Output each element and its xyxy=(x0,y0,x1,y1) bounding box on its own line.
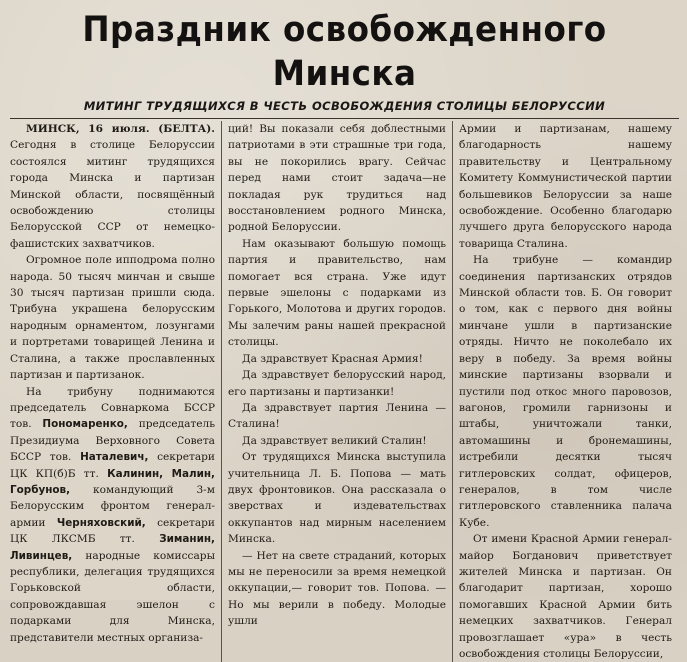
person-name: Пономаренко, xyxy=(42,418,128,431)
column-1 xyxy=(10,121,215,662)
paragraph-text: председатель Президиума Верховного Совета БССР тов. xyxy=(10,418,216,464)
paragraph: От трудящихся Минска выступила учительница Л. Б. Попова — мать двух фронтовиков. Она рассказала о зверствах и издевательствах оккупантов над мирным населением Минска. xyxy=(228,451,446,546)
column-divider xyxy=(221,121,222,662)
article-columns xyxy=(10,121,679,660)
paragraph-text: народные комиссары республики, делегация трудящихся Горьковской области, сопровождавшая эшелон с подарками для Минска, представители местных организа- xyxy=(10,549,216,644)
paragraph: Нам оказывают большую помощь партия и правительство, нам помогает вся страна. Уже идут первые эшелоны с подарками из Горького, Молотова и других городов. Мы залечим раны нашей прекрасной столицы. xyxy=(228,237,446,349)
dateline: МИНСК, 16 июля. (БЕЛТА). xyxy=(26,123,215,135)
paragraph: От имени Красной Армии генерал-майор Богданович приветствует жителей Минска и партизан. Он благодарит партизан, хорошо помогавших Красной Армии бить немецких захватчиков. Генерал провозглашает «ура» в честь освобождения столицы Белоруссии, xyxy=(459,533,672,660)
paragraph: Да здравствует Красная Армия! xyxy=(242,352,423,365)
person-name: Зиманин, Ливинцев, xyxy=(10,533,215,562)
person-name: Черняховский, xyxy=(56,516,146,529)
paragraph: Да здравствует белорусский народ, его партизаны и партизанки! xyxy=(228,369,446,398)
divider xyxy=(10,118,679,119)
column-2 xyxy=(228,121,446,662)
headline: Праздник освобожденного Минска xyxy=(82,10,607,94)
person-name: Калинин, Малин, Горбунов, xyxy=(10,467,215,496)
paragraph: ций! Вы показали себя доблестными патриотами в эти страшные три года, вы не покорились врагу. Сейчас перед нами стоит задача—не покладая рук трудиться над восстановлением родного Минска, родной Белоруссии. xyxy=(228,123,446,234)
person-name: Наталевич, xyxy=(80,451,149,464)
column-3 xyxy=(459,121,672,662)
paragraph xyxy=(10,384,215,647)
paragraph: Да здравствует великий Сталин! xyxy=(242,434,427,447)
paragraph-text: Сегодня в столице Белоруссии состоялся митинг трудящихся города Минска и партизан Минской области, посвящённый освобождению столицы Белорусской ССР от немецко-фашистских захватчиков. xyxy=(10,139,215,250)
paragraph: Армии и партизанам, нашему благодарность нашему правительству и Центральному Комитету Коммунистической партии большевиков Белоруссии за наше освобождение. Особенно благодарю лучшего друга белорусского народа товарища Сталина. xyxy=(459,123,672,250)
paragraph-text: секретари ЦК ЛКСМБ тт. xyxy=(10,516,215,546)
paragraph-text: На трибуну поднимаются председатель Совнаркома БССР тов. xyxy=(10,385,215,431)
paragraph-text: командующий 3-м Белорусским фронтом генерал-армии xyxy=(10,483,216,529)
paragraph: Да здравствует партия Ленина —Сталина! xyxy=(228,401,446,431)
paragraph: — Нет на свете страданий, которых мы не переносили за время немецкой оккупации,— говорит тов. Попова. —Но мы верили в победу. Молодые ушли xyxy=(228,549,446,628)
subheadline: МИТИНГ ТРУДЯЩИХСЯ В ЧЕСТЬ ОСВОБОЖДЕНИЯ СТОЛИЦЫ БЕЛОРУССИИ xyxy=(83,99,606,113)
paragraph: На трибуне — командир соединения партизанских отрядов Минской области тов. Б. Он говорит о том, как с первого дня войны минчане ушли в партизанские отряды. Ничто не поколебало их веру в победу. За время войны минские партизаны взорвали и пустили под откос много паровозов, вагонов, громили гарнизоны и штабы, уничтожали танки, автомашины и бронемашины, истребили десятки тысяч гитлеровских солдат, офицеров, генералов, в том числе гитлеровского ставленника палача Кубе. xyxy=(459,254,672,529)
column-divider xyxy=(452,121,453,662)
paragraph-text: секретари ЦК КП(б)Б тт. xyxy=(10,451,215,480)
paragraph: Огромное поле ипподрома полно народа. 50 тысяч минчан и свыше 30 тысяч партизан пришли сюда. Трибуна украшена белорусским народным орнаментом, лозунгами и портретами товарищей Ленина и Сталина, а также прославленных партизан и партизанок. xyxy=(10,254,215,382)
paragraph xyxy=(10,121,215,252)
